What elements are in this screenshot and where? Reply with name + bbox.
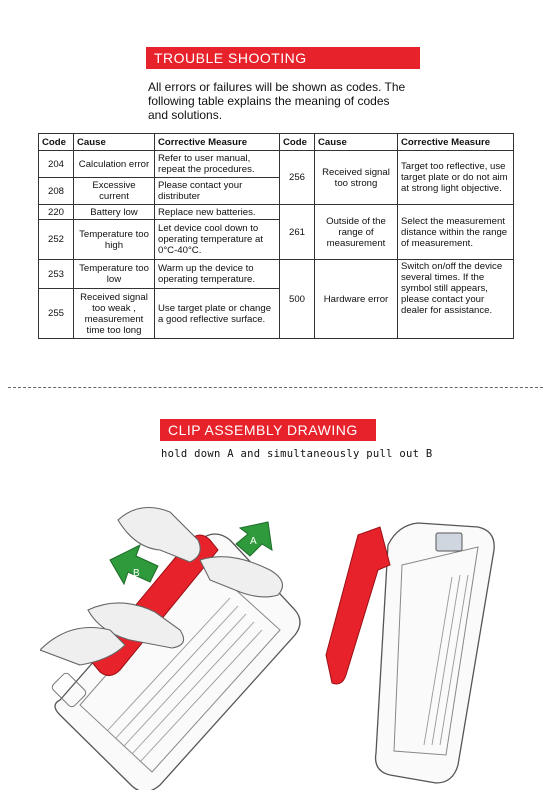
header-cause-2: Cause — [315, 134, 398, 151]
section-divider — [8, 387, 543, 388]
code-cell: 255 — [39, 289, 74, 339]
code-cell: 256 — [280, 151, 315, 205]
code-cell: 261 — [280, 205, 315, 260]
table-row — [39, 151, 514, 178]
cause-cell: Temperature too low — [74, 260, 155, 289]
header-measure: Corrective Measure — [155, 134, 280, 151]
cause-cell: Outside of the range of measurement — [315, 205, 398, 260]
measure-cell: Target too reflective, use target plate or do not aim at strong light objective. — [398, 151, 514, 205]
table-row — [39, 260, 514, 289]
code-cell: 220 — [39, 205, 74, 220]
table-row — [39, 205, 514, 220]
code-cell: 204 — [39, 151, 74, 178]
cause-cell: Hardware error — [315, 260, 398, 339]
measure-cell: Let device cool down to operating temperature at 0°C-40°C. — [155, 220, 280, 260]
clip-assembly-heading: CLIP ASSEMBLY DRAWING — [160, 419, 376, 441]
measure-cell: Warm up the device to operating temperature. — [155, 260, 280, 289]
table-header-row — [39, 134, 514, 151]
header-code-2: Code — [280, 134, 315, 151]
code-cell: 252 — [39, 220, 74, 260]
header-cause: Cause — [74, 134, 155, 151]
measure-cell: Refer to user manual, repeat the procedures. — [155, 151, 280, 178]
device-body — [376, 523, 495, 783]
measure-cell: Switch on/off the device several times. If the symbol still appears, please contact your dealer for assistance. — [398, 260, 514, 339]
trouble-intro-text: All errors or failures will be shown as codes. The following table explains the meaning of codes and solutions. — [148, 80, 406, 122]
clip-attached-illustration — [318, 505, 518, 790]
clip-removal-illustration — [40, 500, 320, 790]
measure-cell: Please contact your distributer — [155, 178, 280, 205]
cause-cell: Temperature too high — [74, 220, 155, 260]
red-clip — [326, 527, 390, 684]
cause-cell: Received signal too strong — [315, 151, 398, 205]
arrow-a — [236, 522, 272, 556]
arrow-b — [110, 545, 158, 584]
cause-cell: Calculation error — [74, 151, 155, 178]
arrow-a-label: A — [250, 536, 257, 547]
error-code-table — [38, 133, 514, 339]
arrow-b-label: B — [133, 568, 140, 579]
code-cell: 253 — [39, 260, 74, 289]
display-screen — [436, 533, 462, 551]
cause-cell: Excessive current — [74, 178, 155, 205]
header-code: Code — [39, 134, 74, 151]
cause-cell: Battery low — [74, 205, 155, 220]
cause-cell: Received signal too weak , measurement time too long — [74, 289, 155, 339]
header-measure-2: Corrective Measure — [398, 134, 514, 151]
measure-cell: Use target plate or change a good reflective surface. — [155, 289, 280, 339]
measure-cell: Replace new batteries. — [155, 205, 280, 220]
measure-cell: Select the measurement distance within the range of measurement. — [398, 205, 514, 260]
code-cell: 208 — [39, 178, 74, 205]
trouble-shooting-heading: TROUBLE SHOOTING — [146, 47, 420, 69]
clip-instruction-text: hold down A and simultaneously pull out B — [161, 448, 433, 460]
code-cell: 500 — [280, 260, 315, 339]
